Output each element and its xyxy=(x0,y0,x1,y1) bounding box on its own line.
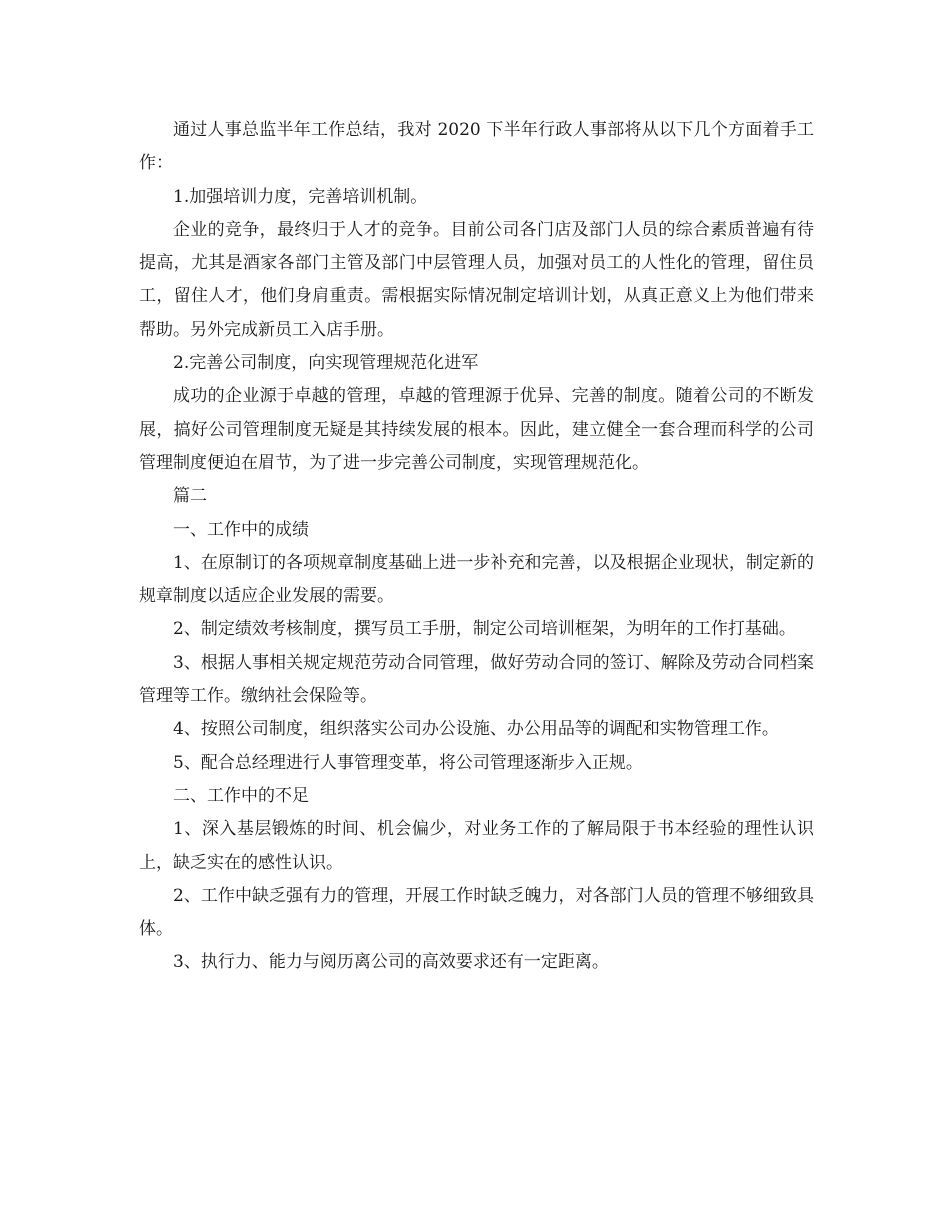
achievement-item-2: 2、制定绩效考核制度，撰写员工手册，制定公司培训框架，为明年的工作打基础。 xyxy=(173,619,796,640)
achievement-item-3: 3、根据人事相关规定规范劳动合同管理，做好劳动合同的签订、解除及劳动合同档案管理等工作。缴纳社会保险等。 xyxy=(139,652,814,707)
heading-achievements: 一、工作中的成绩 xyxy=(173,519,309,540)
heading-training: 1.加强培训力度，完善培训机制。 xyxy=(173,186,428,207)
paragraph-training: 企业的竞争，最终归于人才的竞争。目前公司各门店及部门人员的综合素质普遍有待提高，尤其是酒家各部门主管及部门中层管理人员，加强对员工的人性化的管理，留住员工，留住人才，他们身肩重责。需根据实际情况制定培训计划，从真正意义上为他们带来帮助。另外完成新员工入店手册。 xyxy=(139,219,814,340)
shortcoming-item-3: 3、执行力、能力与阅历离公司的高效要求还有一定距离。 xyxy=(173,952,609,973)
document-body xyxy=(139,114,814,980)
section-title-part-two: 篇二 xyxy=(173,486,207,507)
heading-system: 2.完善公司制度，向实现管理规范化进军 xyxy=(173,353,479,374)
heading-shortcomings: 二、工作中的不足 xyxy=(173,785,309,806)
shortcoming-item-1: 1、深入基层锻炼的时间、机会偏少，对业务工作的了解局限于书本经验的理性认识上，缺乏实在的感性认识。 xyxy=(139,819,814,873)
paragraph-intro: 通过人事总监半年工作总结，我对 2020 下半年行政人事部将从以下几个方面着手工作： xyxy=(139,120,814,174)
achievement-item-5: 5、配合总经理进行人事管理变革，将公司管理逐渐步入正规。 xyxy=(173,752,643,773)
achievement-item-4: 4、按照公司制度，组织落实公司办公设施、办公用品等的调配和实物管理工作。 xyxy=(173,719,779,740)
shortcoming-item-2: 2、工作中缺乏强有力的管理，开展工作时缺乏魄力，对各部门人员的管理不够细致具体。 xyxy=(139,885,814,940)
paragraph-system: 成功的企业源于卓越的管理，卓越的管理源于优异、完善的制度。随着公司的不断发展，搞好公司管理制度无疑是其持续发展的根本。因此，建立健全一套合理而科学的公司管理制度便迫在眉节，为了进一步完善公司制度，实现管理规范化。 xyxy=(139,386,814,473)
achievement-item-1: 1、在原制订的各项规章制度基础上进一步补充和完善，以及根据企业现状，制定新的规章制度以适应企业发展的需要。 xyxy=(139,552,814,607)
